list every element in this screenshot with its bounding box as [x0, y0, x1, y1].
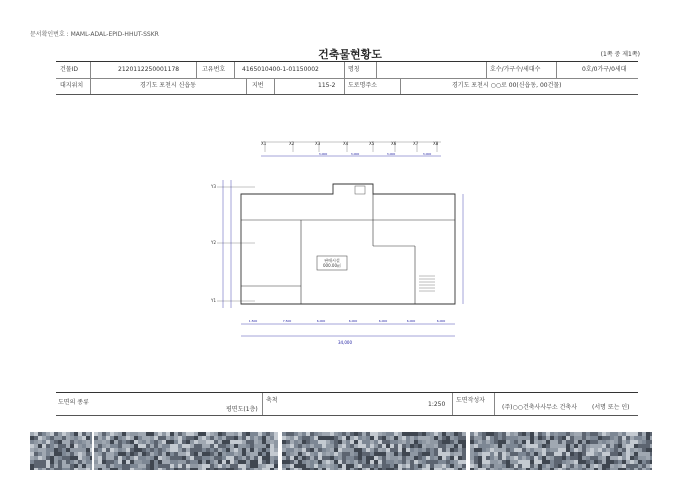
room-area: 000.00㎡: [323, 263, 341, 268]
scale-value: 1:250: [428, 401, 446, 408]
drawing-type-value: 평면도(1층): [226, 406, 258, 413]
dim-top-label: 3,000: [350, 152, 360, 156]
grid-top-label: X5: [369, 141, 375, 146]
dim-bottom-label: 6,000: [406, 319, 416, 323]
dim-bottom-label: 6,000: [316, 319, 326, 323]
bottom-dimensions: [241, 319, 455, 336]
building-info-header: [56, 61, 638, 95]
households-value: 0호/0가구/0세대: [582, 66, 627, 73]
households-label: 호수/가구수/세대수: [490, 66, 541, 73]
dim-top-label: 3,000: [422, 152, 432, 156]
grid-top-label: X6: [391, 141, 397, 146]
author-value: (주)○○건축사사무소 건축사: [502, 404, 578, 411]
top-dimensions: [261, 152, 441, 156]
building-outline: [241, 184, 463, 304]
document-title: 건축물현황도: [318, 48, 382, 61]
grid-side-label: Y3: [211, 184, 216, 189]
dim-bottom-label: 6,000: [436, 319, 446, 323]
header-row-2: [56, 78, 638, 94]
location-label: 대지위치: [60, 82, 84, 89]
unique-no-value: 4165010400-1-01150002: [242, 66, 319, 73]
name-label: 명칭: [348, 66, 360, 73]
dim-bottom-label: 7,500: [282, 319, 292, 323]
total-dimension: 34,000: [338, 340, 352, 345]
dim-top-label: 3,000: [318, 152, 328, 156]
scale-label: 축척: [266, 397, 278, 404]
redacted-barcode-2: [282, 432, 466, 470]
drawing-info-footer: [56, 392, 638, 416]
grid-top-label: X2: [289, 141, 295, 146]
page-indicator: (1쪽 중 제1쪽): [600, 51, 640, 58]
lot-value: 115-2: [318, 82, 336, 89]
grid-top-label: X1: [261, 141, 267, 146]
redacted-barcode-3: [470, 432, 652, 470]
grid-side-label: Y2: [211, 240, 216, 245]
room-label: 판매시설: [324, 258, 340, 263]
redacted-barcode-1: [94, 432, 278, 470]
lot-label: 지번: [252, 82, 264, 89]
document-issue-number: 문서확인번호 : MAML-ADAL-EPID-HHUT-SSKR: [30, 31, 159, 38]
grid-top-labels: [261, 141, 441, 152]
grid-top-label: X3: [315, 141, 321, 146]
floor-plan-drawing: [205, 136, 480, 348]
stair-block: [355, 186, 365, 194]
dim-bottom-label: 6,000: [378, 319, 388, 323]
author-label: 도면작성자: [456, 397, 485, 404]
dim-top-label: 3,000: [386, 152, 396, 156]
dim-bottom-label: 1,500: [248, 319, 258, 323]
header-row-1: [56, 62, 638, 79]
road-address-value: 경기도 포천시 ○○로 00(신읍동, 00건물): [452, 82, 562, 89]
building-id-label: 건물ID: [60, 66, 78, 73]
seal-text: (서명 또는 인): [592, 404, 630, 411]
unique-no-label: 고유번호: [202, 66, 226, 73]
grid-top-label: X8: [433, 141, 439, 146]
grid-top-label: X4: [343, 141, 349, 146]
redacted-barcode-mark: [30, 432, 92, 470]
grid-top-label: X7: [413, 141, 419, 146]
road-address-label: 도로명주소: [348, 82, 377, 89]
building-id-value: 2120112250001178: [118, 66, 180, 73]
location-value: 경기도 포천시 신읍동: [140, 82, 196, 89]
grid-side-labels: [210, 180, 255, 308]
drawing-type-label: 도면의 종류: [58, 399, 89, 406]
dim-bottom-label: 6,000: [348, 319, 358, 323]
grid-side-label: Y1: [211, 298, 216, 303]
